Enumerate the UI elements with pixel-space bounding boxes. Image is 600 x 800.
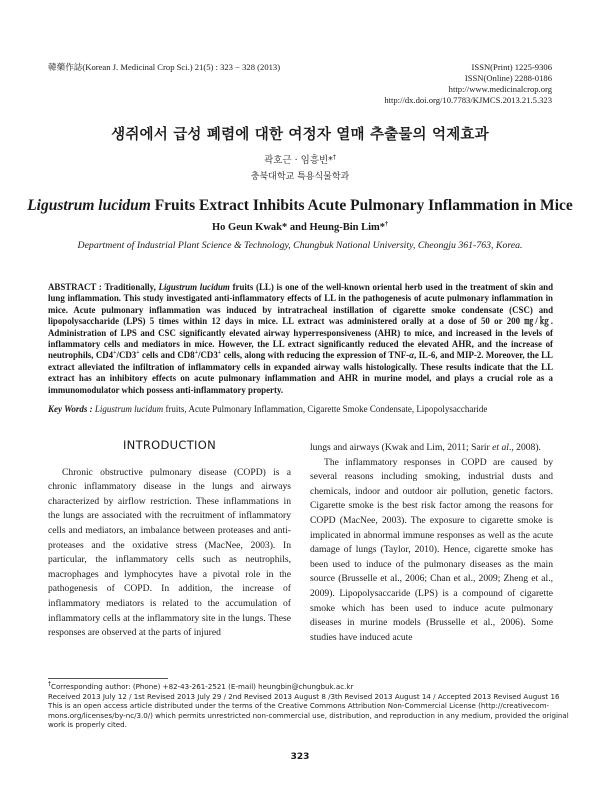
journal-citation: 韓藥作誌(Korean J. Medicinal Crop Sci.) 21(5) : 323 − 328 (2013) (48, 62, 281, 72)
keywords-label: Key Words : (48, 404, 95, 414)
received-dates: Received 2013 July 12 / 1st Revised 2013 July 29 / 2nd Revised 2013 August 8 /3th Revised 2013 August 14 / Accepted 2013 Revised August 16 (48, 691, 560, 701)
korean-authors-dagger: † (332, 153, 336, 161)
abstract (48, 282, 553, 396)
page-number: 323 (290, 752, 310, 762)
sup-plus-1: + (113, 350, 117, 357)
abstract-species: Ligustrum lucidum (158, 282, 230, 292)
intro-paragraph-1: Chronic obstructive pulmonary disease (COPD) is a chronic inflammatory disease in the lungs and airways characterized by airflow restriction. These inflammations in the lungs are associated with the recruitment of inflammatory cells and mediators, an imbalance between proteases and anti-proteases and the oxidative stress (MacNee, 2003). In particular, the inflammatory cells such as neutrophils, macrophages and lymphocytes have a pivotal role in the pathogenesis of COPD. In addition, the increase of inflammatory mediators is related to the accumulation of inflammatory cells at the inflammatory site in the lungs. These responses are observed at the parts of injured (48, 466, 291, 639)
english-title (0, 197, 600, 215)
sup-plus-3: + (194, 350, 199, 357)
doi-link[interactable]: http://dx.doi.org/10.7783/KJMCS.2013.21.5.323 (384, 95, 552, 105)
body-column-right (310, 441, 553, 645)
keywords-species: Ligustrum lucidum (94, 404, 164, 414)
footnotes (48, 680, 569, 730)
korean-authors-names: 곽호근 · 임흥빈* (264, 155, 333, 166)
keywords-list: fruits, Acute Pulmonary Inflammation, Cigarette Smoke Condensate, Lipopolysaccharide (163, 404, 488, 414)
abstract-text-5: , IL-6, and MIP-2. Moreover, the LL extract alleviated the infiltration of inflammatory cells in expanded airway walls histologically. These results indicate that the LL extract has an inhibitory effects on acute pulmonary inflammation and AHR in murine model, and plays a crucial role as a immunomodulator which possess anti-inflammatory property. (48, 350, 553, 395)
body-column-left (48, 438, 291, 641)
abstract-text-1: Traditionally, (104, 282, 159, 292)
english-title-species: Ligustrum lucidum (27, 197, 151, 214)
page-header (48, 62, 552, 106)
english-affiliation: Department of Industrial Plant Science & Technology, Chungbuk National University, Cheongju 361-763, Korea. (77, 240, 523, 251)
korean-authors (0, 152, 600, 166)
keywords (48, 404, 553, 414)
license-line-2: mons.org/licenses/by-nc/3.0/) which permits unrestricted non-commercial use, distribution, and reproduction in any medium, provided the original (48, 710, 569, 720)
issn-online: ISSN(Online) 2288-0186 (464, 73, 552, 83)
alpha-symbol: α (409, 350, 414, 361)
english-title-rest: Fruits Extract Inhibits Acute Pulmonary Inflammation in Mice (150, 197, 573, 214)
journal-url[interactable]: http://www.medicinalcrop.org (448, 84, 552, 94)
cont-text-b: ., 2008). (508, 442, 541, 453)
cont-etal: et al (492, 442, 509, 453)
footnote-dagger: † (48, 680, 51, 688)
abstract-cd3-1: /CD3 (116, 350, 137, 361)
sup-plus-4: + (217, 350, 222, 357)
korean-affiliation: 충북대학교 특용식물학과 (250, 172, 350, 182)
abstract-text-4: cells, along with reducing the expression of TNF- (221, 350, 410, 361)
abstract-label: ABSTRACT : (48, 282, 105, 292)
english-authors-dagger: † (385, 221, 388, 228)
abstract-text-2: fruits (LL) is one of the well-known oriental herb used in the treatment of skin and lung inflammation. This study investigated anti-inflammatory effects of LL in the pathogenesis of acute pulmonary inflammation in mice. Acute pulmonary inflammation was induced by intratracheal instillation of cigarette smoke condensate (CSC) and lipopolysaccharide (LPS) 5 times within 12 days in mice. LL extract was administered orally at a dose of 50 or 200 ㎎/㎏. Administration of LPS and CSC significantly elevated airway hyperresponsiveness (AHR) to mice, and increased in the levels of inflammatory cells and mediators in mice. However, the LL extract significantly reduced the elevated AHR, and the increase of neutrophils, CD4 (48, 282, 553, 361)
license-line-3: work is properly cited. (48, 720, 127, 730)
issn-print: ISSN(Print) 1225-9306 (471, 62, 552, 72)
intro-paragraph-continued (310, 441, 553, 456)
english-authors-names: Ho Geun Kwak* and Heung-Bin Lim* (212, 222, 385, 233)
abstract-cd3-2: /CD3 (198, 350, 218, 361)
corresponding-text: Corresponding author: (Phone) +82-43-261-2521 (E-mail) heungbin@chungbuk.ac.kr (51, 682, 354, 691)
cont-text-a: lungs and airways (Kwak and Lim, 2011; Sarir (310, 442, 493, 453)
corresponding-author (48, 682, 558, 692)
issn-block (384, 62, 552, 106)
intro-paragraph-2: The inflammatory responses in COPD are caused by several reasons including smoking, industrial dusts and chemicals, indoor and outdoor air pollution, genetic factors. Cigarette smoke is the best risk factor among the reasons for COPD (MacNee, 2003). The exposure to cigarette smoke is implicated in abnormal immune responses as well as the acute damage of lungs (Taylor, 2010). Hence, cigarette smoke has been used to induce of the pulmonary diseases as the main source (Brusselle et al., 2006; Chan et al., 2009; Zheng et al., 2009). Lipopolysaccaride (LPS) is a compound of cigarette smoke which has been used to induce acute pulmonary diseases in murine models (Brusselle et al., 2006). Some studies have induced acute (310, 456, 553, 643)
sup-plus-2: + (136, 350, 140, 357)
license-line-1: This is an open access article distributed under the terms of the Creative Commons Attribution Non-Commercial License (http://creativecom- (48, 701, 550, 711)
korean-title: 생쥐에서 급성 폐렴에 대한 여정자 열매 추출물의 억제효과 (111, 127, 489, 143)
abstract-text-3: cells and CD8 (139, 350, 195, 361)
section-heading-introduction: INTRODUCTION (122, 438, 217, 452)
english-authors (0, 222, 600, 233)
footnote-divider (48, 678, 168, 679)
